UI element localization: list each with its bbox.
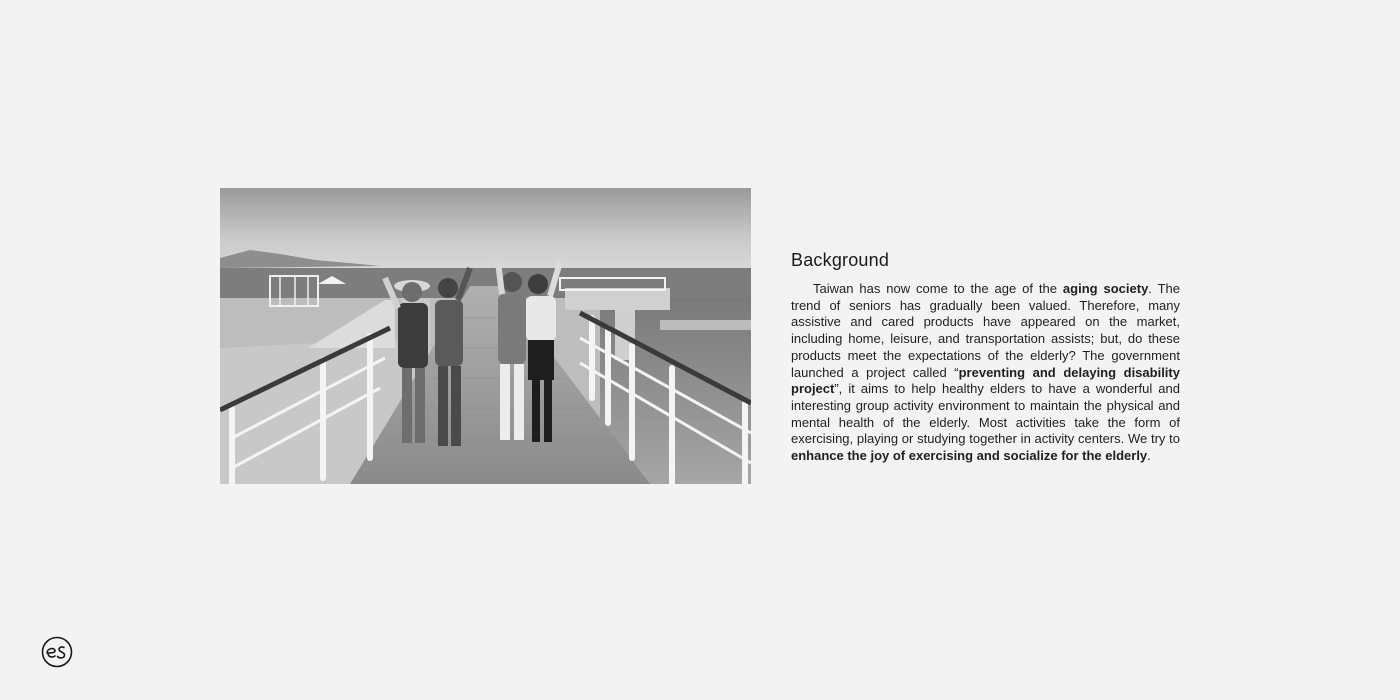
seniors-pier-photo — [220, 188, 751, 484]
background-section — [791, 250, 1180, 465]
section-heading: Background — [791, 250, 890, 270]
emphasis-project-name: preventing and delaying disability project — [791, 364, 1180, 397]
paragraph-text-2: . The trend of seniors has gradually been valued. Therefore, many assistive and cared products have appeared on the market, including home, leisure, and transportation assists; but, do these products meet the expectations of the elderly? The government launched a project called “ — [791, 281, 1180, 380]
emphasis-goal: enhance the joy of exercising and socialize for the elderly — [791, 448, 1148, 464]
paragraph-text-4: . — [1147, 448, 1151, 464]
paragraph-text-3: ”, it aims to help healthy elders to have a wonderful and interesting group activity environment to maintain the physical and mental health of the elderly. Most activities take the form of exercising, playing or studying together in activity centers. We try to — [791, 381, 1180, 447]
es-monogram-icon — [41, 636, 73, 668]
background-paragraph — [791, 281, 1180, 465]
emphasis-aging-society: aging society — [1062, 281, 1149, 296]
paragraph-text-1: Taiwan has now come to the age of the — [813, 281, 1063, 296]
